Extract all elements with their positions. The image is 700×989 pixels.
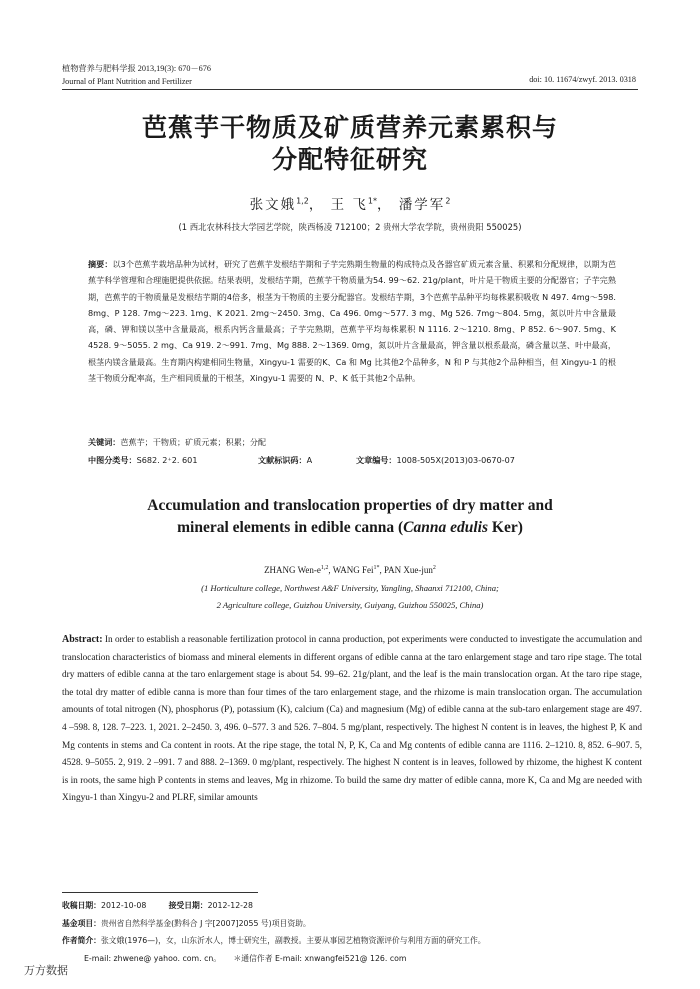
author-cn-2-sup: 1* [367, 196, 378, 206]
header-divider [62, 89, 638, 90]
title-en-line2-post: Ker) [488, 519, 523, 536]
fund-text: 贵州省自然科学基金(黔科合 J 字[2007]2055 号)项目资助。 [100, 918, 311, 928]
clc-label: 中图分类号： [88, 455, 137, 465]
doc-code [258, 455, 312, 466]
bio-text: 张文娥(1976—)，女，山东沂水人，博士研究生，副教授。主要从事园艺植物资源评价与利用方面的研究工作。 [100, 936, 486, 945]
abstract-en-text: In order to establish a reasonable fertilization protocol in canna production, pot experiments were conducted to investigate the accumulation and translocation characteristics of biomass and mineral elements in different organs of edible canna at the taro enlargement stage and taro ripe stage. The total dry matters of edible canna at the taro enlargement stage is about 54. 99–62. 21g/plant, and the leaf is the main translocation organ. At the taro ripe stage, the total dry matter of edible canna is more than four times of the taro enlargement stage, and the rhizome is main translocation organ. The accumulation amounts of total nitrogen (N), phosphorus (P), potassium (K), calcium (Ca) and magnesium (Mg) of edible canna at the sub-taro enlargement stage are 497. 4 –598. 8, 128. 7–223. 1, 2021. 2–2450. 3, 496. 0–577. 3 and 526. 7–804. 5 mg/plant, respectively. The highest N content is in leaves, the highest P, K and Mg contents in stems and Ca content in roots. At the ripe stage, the total N, P, K, Ca and Mg contents of edible canna are 1116. 2–1210. 8, 852. 6–907. 5, 4528. 9–5055. 2, 919. 2 –991. 7 and 888. 2–1369. 0 mg/plant, respectively. The highest N content is in leaves, followed by rhizome, the highest K content is in roots, the same high P contents in stems and leaves, Mg in rhizome. To build the same dry matter of edible canna, more K, Ca and Mg are needed with Xingyu-1 than Xingyu-2 and PLRF, similar amounts [62, 635, 643, 804]
author-en-3: PAN Xue-jun [384, 565, 433, 575]
doi[interactable]: doi: 10. 11674/zwyf. 2013. 0318 [529, 75, 636, 84]
article-value: 1008-505X(2013)03-0670-07 [396, 455, 515, 465]
accepted-label: 接受日期： [168, 901, 208, 910]
author-en-1: ZHANG Wen-e [264, 565, 321, 575]
authors-en: ZHANG Wen-$e^{1,2}$, WANG Fei$^{1*}$, PAN Xue-jun$^2$ [264, 565, 436, 575]
abstract-en-label: Abstract: [62, 634, 103, 645]
keywords-cn [88, 437, 266, 448]
title-cn-line2: 分配特征研究 [271, 145, 428, 174]
title-cn [0, 112, 700, 176]
journal-cn-line: 植物营养与肥料学报 2013,19(3): 670－676 [62, 64, 211, 73]
accepted-date: 2012-12-28 [207, 901, 253, 910]
article-number [356, 455, 515, 466]
author-cn-3: 潘学军 [398, 197, 446, 213]
author-email[interactable]: E-mail: zhwene@ yahoo. com. cn。 [84, 953, 222, 963]
contact-emails [62, 950, 662, 968]
clc-value: S682. 2⁺2. 601 [136, 455, 198, 465]
title-en-line1: Accumulation and translocation properties of dry matter and [147, 497, 553, 514]
title-cn-line1: 芭蕉芋干物质及矿质营养元素累积与 [141, 113, 558, 142]
doc-value: A [306, 455, 313, 465]
journal-en-line: Journal of Plant Nutrition and Fertilizer [62, 77, 192, 86]
author-cn-1-sup: 1,2 [296, 196, 309, 206]
footnote-divider [62, 892, 258, 893]
title-en-line2-pre: mineral elements in edible canna ( [177, 519, 404, 536]
fund-label: 基金项目： [62, 918, 101, 928]
bio-note [62, 932, 662, 950]
author-en-2-sup: 1* [373, 565, 380, 571]
abstract-cn [88, 256, 616, 386]
received-label: 收稿日期： [62, 901, 101, 910]
affiliation-en-line2: 2 Agriculture college, Guizhou University, Guiyang, Guizhou 550025, China) [216, 600, 484, 610]
watermark: 万方数据 [24, 964, 68, 977]
authors-cn: 张文娥$^{1,2}$， 王 飞$^{1*}$， 潘学军$^2$ [249, 196, 451, 213]
affiliation-en-line1: (1 Horticulture college, Northwest A&F University, Yangling, Shaanxi 712100, China; [201, 583, 499, 593]
abstract-cn-text: 以3个芭蕉芋栽培品种为试材，研究了芭蕉芋发根结芋期和子芋完熟期生物量的构成特点及各器官矿质元素含量、积累和分配规律，以期为芭蕉芋科学管理和合理施肥提供依据。结果表明，发根结芋期，芭蕉芋干物质量为54. 99～62. 21g/plant，叶片是干物质主要的分配器官；子芋完熟期，芭蕉芋的干物质量是发根结芋期的4倍多，根茎为干物质的主要分配器官。发根结芋期，3个芭蕉芋品种平均每株累积吸收 N 497. 4mg～598. 8mg、P 128. 7mg～223. 1mg、K 2021. 2mg～2450. 3mg、Ca 496. 0mg～577. 3 mg、Mg 526. 7mg～804. 5mg，氮以叶片中含量最高，磷、钾和镁以茎中含量最高，根系内钙含量最高；子芋完熟期，芭蕉芋平均每株累积 N 1116. 2～1210. 8mg、P 852. 6～907. 5mg、K 4528. 9～5055. 2 mg、Ca 919. 2～991. 7mg、Mg 888. 2～1369. 0mg，氮以叶片含量最高，钾含量以根系最高，磷含量以茎、叶中最高，根茎内镁含量最高。生育期内构建相同生物量，Xingyu-1 需要的K、Ca 和 Mg 比其他2个品种多，N 和 P 与其他2个品种相当，但 Xingyu-1 的根茎干物质分配率高，生产相同质量的干根茎，Xingyu-1 需要的 N、P、K 低于其他2个品种。 [88, 259, 616, 384]
title-en [0, 495, 700, 539]
journal-header [62, 62, 211, 88]
fund-note [62, 915, 662, 933]
author-en-1-sup: 1,2 [320, 565, 329, 571]
author-en-2: WANG Fei [332, 565, 374, 575]
corresponding-email[interactable]: ＊通信作者 E-mail: xnwangfei521@ 126. com [233, 953, 407, 963]
received-accepted [62, 897, 662, 915]
title-en-line2 [0, 517, 700, 539]
author-en-3-sup: 2 [432, 565, 436, 571]
doc-label: 文献标识码： [258, 455, 307, 465]
clc-number [88, 455, 197, 466]
received-date: 2012-10-08 [100, 901, 147, 910]
article-label: 文章编号： [356, 455, 397, 465]
affiliation-en [0, 580, 700, 614]
author-cn-1: 张文娥 [249, 197, 297, 213]
abstract-en [62, 631, 642, 808]
author-cn-3-sup: 2 [445, 196, 451, 206]
title-en-species: Canna edulis [403, 519, 489, 536]
abstract-cn-label: 摘要： [88, 259, 113, 269]
author-cn-2: 王 飞 [330, 197, 368, 213]
affiliation-cn: (1 西北农林科技大学园艺学院，陕西杨凌 712100；2 贵州大学农学院，贵州贵阳 550025) [178, 222, 522, 232]
keywords-cn-label: 关键词： [88, 437, 121, 447]
footnotes [62, 897, 662, 967]
keywords-cn-text: 芭蕉芋；干物质；矿质元素；积累；分配 [120, 437, 267, 447]
bio-label: 作者简介： [62, 936, 101, 945]
